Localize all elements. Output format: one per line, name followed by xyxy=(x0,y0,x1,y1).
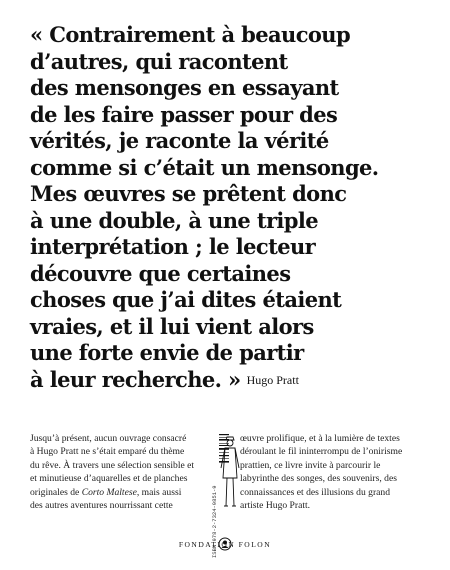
quote-line: vraies, et il lui vient alors xyxy=(30,313,314,339)
blurb-line: déroulant le fil ininterrompu de l’onirisme xyxy=(240,446,403,458)
blurb-line: originales de Corto Maltese, mais aussi xyxy=(30,486,182,498)
quote-line: comme si c’était un mensonge. xyxy=(30,154,379,180)
blurb-line: Jusqu’à présent, aucun ouvrage consacré xyxy=(30,433,187,444)
blurb-right-column xyxy=(240,432,420,512)
quote-author: Hugo Pratt xyxy=(246,372,299,387)
blurb-line: artiste Hugo Pratt. xyxy=(240,500,311,512)
book-title-emphasis: Corto Maltese xyxy=(81,486,137,498)
quote-line: découvre que certaines xyxy=(30,260,291,286)
quote-line: interprétation ; le lecteur xyxy=(30,234,316,259)
blurb-left-column xyxy=(30,432,210,512)
quote-line: « Contrairement à beaucoup xyxy=(30,22,351,47)
quote-line-last xyxy=(30,367,440,394)
quote-line: d’autres, qui racontent xyxy=(30,48,288,74)
isbn-number: ISBN 978-2-7324-9851-9 xyxy=(211,485,218,558)
quote-line: Mes œuvres se prêtent donc xyxy=(30,181,347,206)
quote-line: vérités, je raconte la vérité xyxy=(30,128,329,153)
quote-line: choses que j’ai dites étaient xyxy=(30,287,342,312)
blurb-line: connaissances et des illusions du grand xyxy=(240,486,391,498)
quote-line: des mensonges en essayant xyxy=(30,75,339,100)
pull-quote xyxy=(30,22,440,393)
blurb-line: et minutieuse d’aquarelles et de planches xyxy=(30,473,188,485)
quote-line: une forte envie de partir xyxy=(30,340,304,365)
quote-line: à une double, à une triple xyxy=(30,207,319,233)
blurb-line: prattien, ce livre invite à parcourir le xyxy=(240,459,381,471)
quote-line: de les faire passer pour des xyxy=(30,101,338,127)
blurb-line: œuvre prolifique, et à la lumière de textes xyxy=(240,433,400,444)
blurb-line: des autres aventures nourrissant cette xyxy=(30,500,173,512)
character-sketch-icon xyxy=(218,434,240,514)
publisher-name: FONDATION FOLON xyxy=(178,540,272,549)
blurb-line: du rêve. À travers une sélection sensible et xyxy=(30,459,195,471)
quote-text: à leur recherche. » xyxy=(30,366,241,392)
blurb-line: labyrinthe des songes, des souvenirs, des xyxy=(240,473,397,485)
corto-maltese-figure xyxy=(218,434,240,514)
back-cover-blurb xyxy=(0,432,450,570)
blurb-line: à Hugo Pratt ne s’était emparé du thème xyxy=(30,446,185,458)
